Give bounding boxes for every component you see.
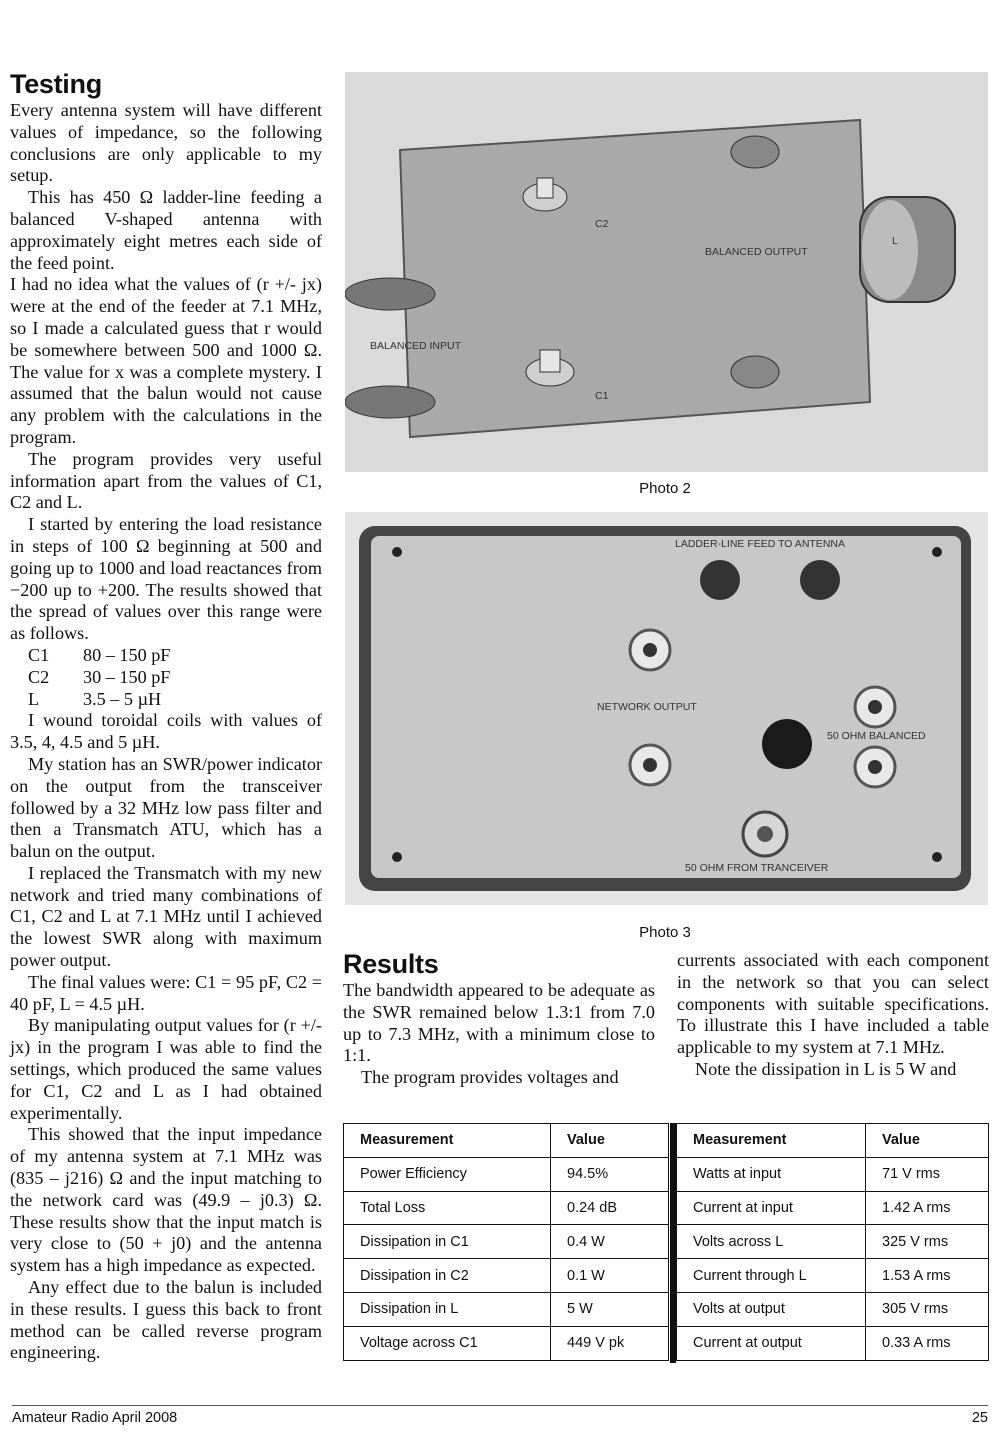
paragraph: I wound toroidal coils with values of 3.5, 4, 4.5 and 5 µH. [10,710,322,753]
photo-2 [345,72,988,472]
table-cell: Volts at output [677,1292,866,1326]
photo-label-50-ohm-balanced: 50 OHM BALANCED [827,730,926,742]
paragraph: Note the dissipation in L is 5 W and [695,1058,957,1079]
measurements-table-left [343,1123,669,1361]
table-row [677,1292,989,1326]
table-cell: 305 V rms [866,1292,989,1326]
measurements-table-right [676,1123,989,1361]
photo-label-ladder-line: LADDER-LINE FEED TO ANTENNA [675,538,845,550]
photo-label-c1: C1 [595,390,609,402]
results-section [343,948,655,1089]
photo-label-c2: C2 [595,218,609,230]
photo-label-network-output: NETWORK OUTPUT [597,701,697,713]
table-cell: 0.24 dB [551,1191,669,1225]
table-cell: 0.1 W [551,1259,669,1293]
table-cell: Voltage across C1 [344,1326,551,1360]
table-cell: Watts at input [677,1157,866,1191]
table-cell: Total Loss [344,1191,551,1225]
paragraph: Every antenna system will have different values of impedance, so the following conclusions are only applicable to my setup. [10,100,322,186]
table-cell: Current through L [677,1259,866,1293]
table-row [677,1157,989,1191]
photo-label-50-ohm-tranceiver: 50 OHM FROM TRANCEIVER [685,862,829,874]
paragraph: currents associated with each component in the network so that you can select components with suitable specifications. To illustrate this I have included a table applicable to my system at 7.1 MHz. [677,950,989,1058]
column-header: Value [866,1124,989,1158]
table-cell: 449 V pk [551,1326,669,1360]
paragraph: The program provides voltages and [361,1067,619,1088]
network-board-illustration [345,72,988,472]
paragraph: The bandwidth appeared to be adequate as the SWR remained below 1.3:1 from 7.0 up to 7.3 MHz, with a minimum close to 1:1. [343,980,655,1066]
photo-label-balanced-input: BALANCED INPUT [370,340,462,352]
component-value-list [10,645,322,710]
table-row [677,1326,989,1360]
photo-2-caption: Photo 2 [639,480,691,497]
list-item: C1 80 – 150 pF [28,644,171,665]
table-cell: Current at output [677,1326,866,1360]
table-row [344,1191,669,1225]
table-cell: 0.4 W [551,1225,669,1259]
table-header-row [344,1124,669,1158]
photo-3 [345,512,988,905]
paragraph: This showed that the input impedance of my antenna system at 7.1 MHz was (835 – j216) Ω and the input matching to the network card was (49.9 – j0.3) Ω. These results show that the input match is very close to (50 + j0) and the antenna system has a high impedance as expected. [10,1124,322,1276]
testing-column [10,68,322,1364]
photo-label-balanced-output: BALANCED OUTPUT [705,246,808,258]
table-cell: 1.42 A rms [866,1191,989,1225]
testing-heading: Testing [10,69,102,99]
page-footer [12,1405,988,1426]
table-cell: Dissipation in C2 [344,1259,551,1293]
column-header: Measurement [344,1124,551,1158]
column-header: Measurement [677,1124,866,1158]
results-continued [677,950,989,1081]
photo-label-l: L [892,235,898,247]
paragraph: My station has an SWR/power indicator on the output from the transceiver followed by a 32 MHz low pass filter and then a Transmatch ATU, which has a balun on the output. [10,753,322,862]
table-row [344,1225,669,1259]
table-cell: Dissipation in L [344,1292,551,1326]
paragraph: The final values were: C1 = 95 pF, C2 = 40 pF, L = 4.5 µH. [10,971,322,1014]
column-header: Value [551,1124,669,1158]
table-cell: 325 V rms [866,1225,989,1259]
table-row [344,1292,669,1326]
paragraph: I started by entering the load resistance in steps of 100 Ω beginning at 500 and going up to 1000 and load reactances from −200 up to +200. The results showed that the spread of values over this range were as follows. [10,514,322,644]
paragraph: This has 450 Ω ladder-line feeding a balanced V-shaped antenna with approximately eight metres each side of the feed point. [10,187,322,273]
paragraph: I had no idea what the values of (r +/- jx) were at the end of the feeder at 7.1 MHz, so I made a calculated guess that r would be somewhere between 500 and 1000 Ω. The value for x was a complete mystery. I assumed that the balun would not cause any problem with the calculations in the program. [10,274,322,447]
paragraph: I replaced the Transmatch with my new network and tried many combinations of C1, C2 and L at 7.1 MHz until I achieved the lowest SWR along with maximum power output. [10,862,322,971]
table-cell: 5 W [551,1292,669,1326]
table-cell: Power Efficiency [344,1157,551,1191]
table-cell: Current at input [677,1191,866,1225]
table-row [344,1157,669,1191]
table-row [677,1259,989,1293]
page-number: 25 [971,1410,988,1426]
table-cell: Volts across L [677,1225,866,1259]
table-row [677,1191,989,1225]
paragraph: The program provides very useful information apart from the values of C1, C2 and L. [10,448,322,513]
publication-name: Amateur Radio April 2008 [12,1410,178,1426]
table-cell: 1.53 A rms [866,1259,989,1293]
table-cell: 71 V rms [866,1157,989,1191]
table-cell: 0.33 A rms [866,1326,989,1360]
table-cell: Dissipation in C1 [344,1225,551,1259]
results-heading: Results [343,949,439,979]
list-item: C2 30 – 150 pF [28,666,171,687]
table-header-row [677,1124,989,1158]
photo-3-caption: Photo 3 [639,924,691,941]
paragraph: Any effect due to the balun is included in these results. I guess this back to front method can be called reverse program engineering. [10,1277,322,1363]
paragraph: By manipulating output values for (r +/- jx) in the program I was able to find the settings, which produced the same values for C1, C2 and L as I had obtained experimentally. [10,1015,322,1123]
table-row [344,1326,669,1360]
table-row [344,1259,669,1293]
table-row [677,1225,989,1259]
table-cell: 94.5% [551,1157,669,1191]
list-item: L 3.5 – 5 µH [28,688,162,709]
